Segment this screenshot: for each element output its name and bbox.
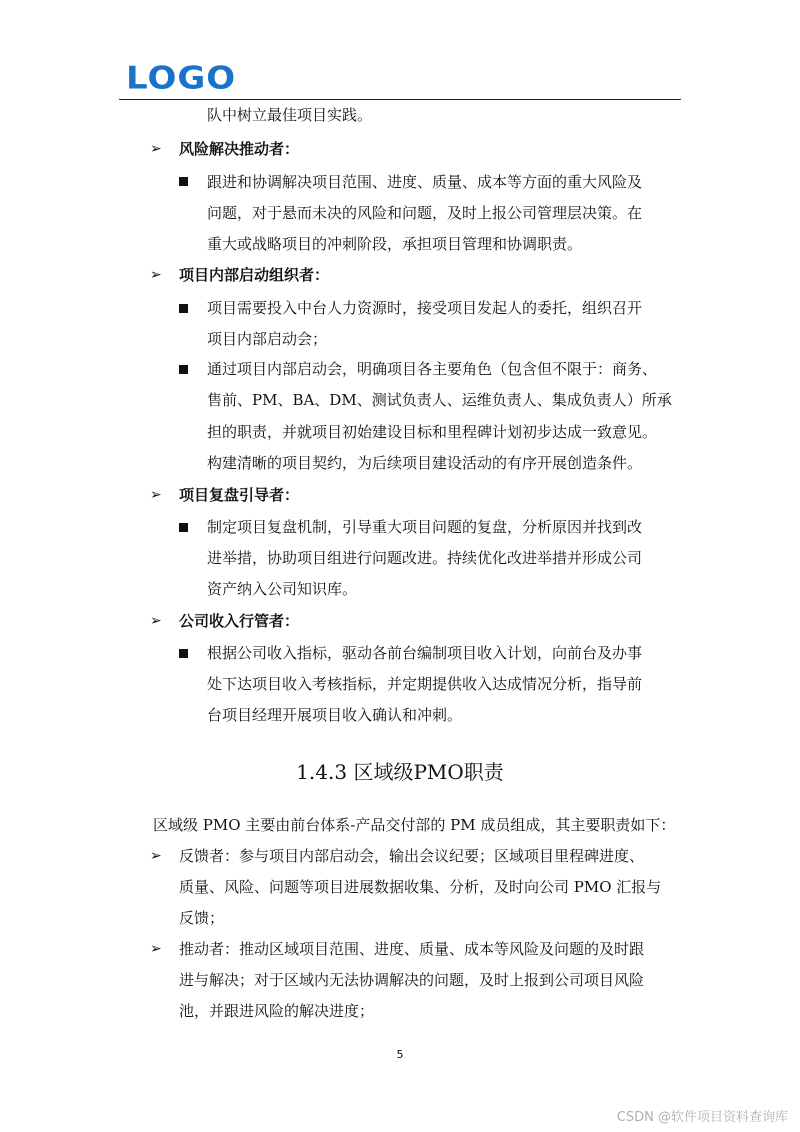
arrow-bullet-icon: ➢ [150,848,162,864]
body-text: 通过项目内部启动会，明确项目各主要角色（包含但不限于：商务、 [207,360,658,378]
body-text: 进举措，协助项目组进行问题改进。持续优化改进举措并形成公司 [207,549,643,567]
body-text: 反馈； [179,909,225,927]
square-bullet-icon [179,523,188,532]
body-text: 处下达项目收入考核指标，并定期提供收入达成情况分析，指导前 [207,675,643,693]
body-text: 制定项目复盘机制，引导重大项目问题的复盘，分析原因并找到改 [207,518,643,536]
body-text: 跟进和协调解决项目范围、进度、质量、成本等方面的重大风险及 [207,173,643,191]
section-intro: 区域级 PMO 主要由前台体系-产品交付部的 PM 成员组成，其主要职责如下： [153,816,676,834]
body-text: 进与解决；对于区域内无法协调解决的问题，及时上报到公司项目风险 [179,971,645,989]
square-bullet-icon [179,304,188,313]
body-text: 推动者：推动区域项目范围、进度、质量、成本等风险及问题的及时跟 [179,940,645,958]
arrow-bullet-icon: ➢ [150,267,162,283]
arrow-bullet-icon: ➢ [150,141,162,157]
body-text: 构建清晰的项目契约，为后续项目建设活动的有序开展创造条件。 [207,454,643,472]
arrow-bullet-icon: ➢ [150,487,162,503]
body-text: 根据公司收入指标，驱动各前台编制项目收入计划，向前台及办事 [207,644,643,662]
square-bullet-icon [179,365,188,374]
body-text: 担的职责，并就项目初始建设目标和里程碑计划初步达成一致意见。 [207,423,658,441]
page-number: 5 [396,1048,404,1061]
body-text: 池，并跟进风险的解决进度； [179,1002,375,1020]
square-bullet-icon [179,649,188,658]
role-heading: 项目复盘引导者： [179,486,300,504]
section-heading: 1.4.3 区域级PMO职责 [296,760,504,784]
role-heading: 风险解决推动者： [179,140,300,158]
header-divider [119,99,681,100]
body-text: 台项目经理开展项目收入确认和冲刺。 [207,706,463,724]
arrow-bullet-icon: ➢ [150,941,162,957]
arrow-bullet-icon: ➢ [150,613,162,629]
body-text: 重大或战略项目的冲刺阶段，承担项目管理和协调职责。 [207,235,583,253]
body-text: 质量、风险、问题等项目进展数据收集、分析，及时向公司 PMO 汇报与 [179,878,662,896]
body-text: 问题，对于悬而未决的风险和问题，及时上报公司管理层决策。在 [207,204,643,222]
body-text: 售前、PM、BA、DM、测试负责人、运维负责人、集成负责人）所承 [207,391,672,409]
body-text: 反馈者：参与项目内部启动会，输出会议纪要；区域项目里程碑进度、 [179,847,645,865]
watermark: CSDN @软件项目资料查询库 [616,1110,788,1125]
role-heading: 公司收入行管者： [179,612,300,630]
body-text: 资产纳入公司知识库。 [207,580,358,598]
body-text: 队中树立最佳项目实践。 [207,106,373,124]
square-bullet-icon [179,177,188,186]
body-text: 项目需要投入中台人力资源时，接受项目发起人的委托，组织召开 [207,299,643,317]
logo: LOGO [126,60,237,97]
body-text: 项目内部启动会； [207,330,328,348]
role-heading: 项目内部启动组织者： [179,266,330,284]
